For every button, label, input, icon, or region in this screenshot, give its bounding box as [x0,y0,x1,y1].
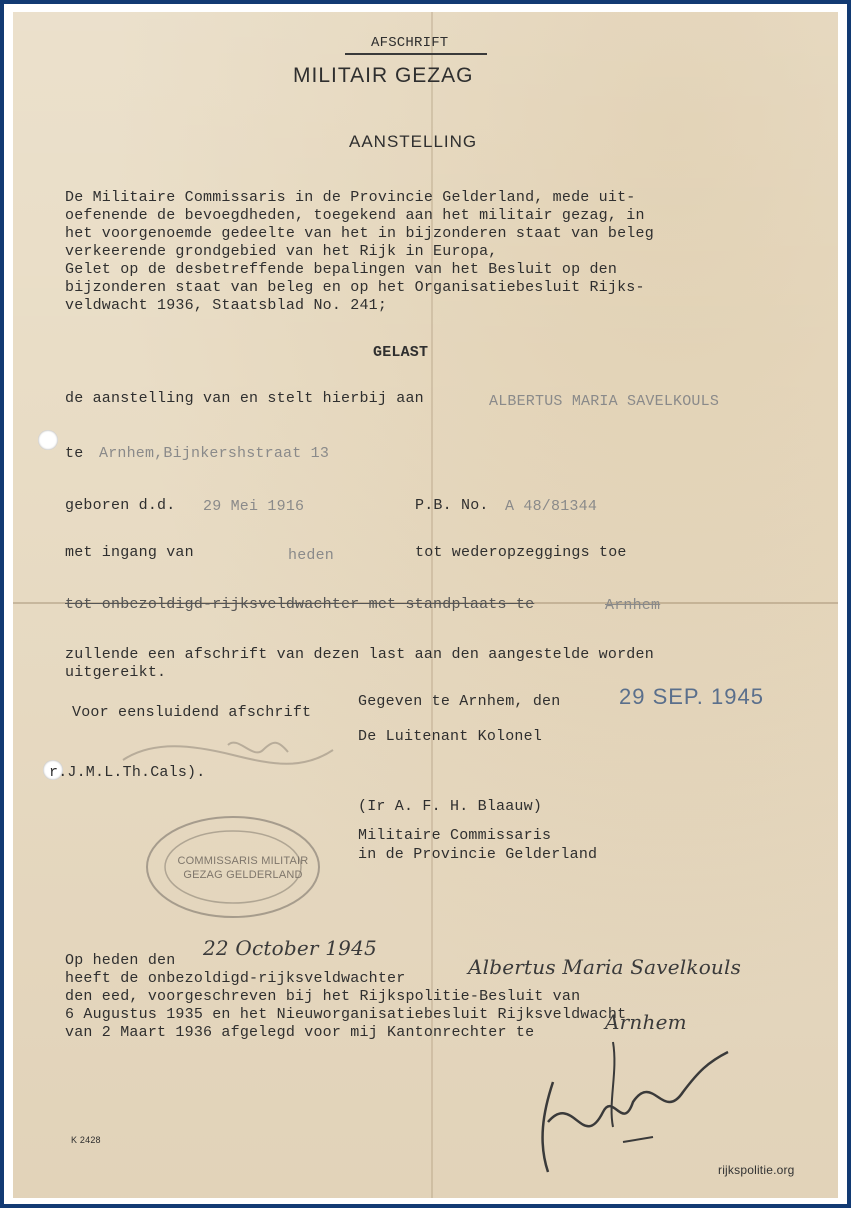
intro-line: het voorgenoemde gedeelte van het in bijzonderen staat van beleg [65,225,654,242]
document-subtitle: AANSTELLING [349,132,478,151]
watermark: rijkspolitie.org [718,1163,795,1177]
eensluidend-label: Voor eensluidend afschrift [72,704,312,721]
address-value: Arnhem,Bijnkershstraat 13 [99,445,330,462]
intro-line: verkeerende grondgebied van het Rijk in Europa, [65,243,498,260]
name-value: ALBERTUS MARIA SAVELKOULS [489,393,720,410]
oath-line: heeft de onbezoldigd-rijksveldwachter [65,970,406,987]
intro-line: veldwacht 1936, Staatsblad No. 241; [65,297,388,314]
closing-line: uitgereikt. [65,664,167,681]
faded-signature [113,730,343,790]
tot-label: tot wederopzeggings toe [415,544,627,561]
oath-handwritten-date: 22 October 1945 [203,936,377,960]
closing-line: zullende een afschrift van dezen last aan den aangestelde worden [65,646,654,663]
judge-signature [513,1032,743,1182]
oath-line: 6 Augustus 1935 en het Nieuworganisatiebesluit Rijksveldwacht [65,1006,627,1023]
date-stamp: 29 SEP. 1945 [619,684,764,709]
document-frame [4,4,847,1204]
office-line: Militaire Commissaris [358,827,552,844]
intro-line: bijzonderen staat van beleg en op het Organisatiebesluit Rijks- [65,279,645,296]
afschrift-label: AFSCHRIFT [371,35,449,51]
oath-handwritten-place: Arnhem [605,1010,687,1034]
pb-value: A 48/81344 [505,498,598,515]
document-paper [13,12,838,1198]
oath-line: den eed, voorgeschreven bij het Rijkspolitie-Besluit van [65,988,581,1005]
intro-line: Gelet op de desbetreffende bepalingen van het Besluit op den [65,261,618,278]
document-title: MILITAIR GEZAG [293,64,474,87]
ingang-value: heden [288,547,335,564]
afschrift-underline [345,53,487,55]
role-place: Arnhem [605,597,661,614]
punch-hole [38,430,58,450]
stamp-text: COMMISSARIS MILITAIR GEZAG GELDERLAND [177,855,309,881]
office-line: in de Provincie Gelderland [358,846,598,863]
pb-label: P.B. No. [415,497,489,514]
gelast-heading: GELAST [373,344,429,361]
born-label: geboren d.d. [65,497,176,514]
intro-line: De Militaire Commissaris in de Provincie Gelderland, mede uit- [65,189,636,206]
born-value: 29 Mei 1916 [203,498,305,515]
oath-handwritten-name: Albertus Maria Savelkouls [468,955,742,979]
intro-line: oefenende de bevoegdheden, toegekend aan het militair gezag, in [65,207,645,224]
aanstelling-label: de aanstelling van en stelt hierbij aan [65,390,424,407]
te-label: te [65,445,84,462]
oath-line: van 2 Maart 1936 afgelegd voor mij Kantonrechter te [65,1024,535,1041]
form-code: K 2428 [71,1135,101,1145]
oath-line: Op heden den [65,952,176,969]
blaauw-name: (Ir A. F. H. Blaauw) [358,798,543,815]
cals-name: r.J.M.L.Th.Cals). [49,764,206,781]
ingang-label: met ingang van [65,544,194,561]
rank-label: De Luitenant Kolonel [358,728,543,745]
role-line: tot onbezoldigd-rijksveldwachter met standplaats te [65,596,535,613]
gegeven-label: Gegeven te Arnhem, den [358,693,561,710]
